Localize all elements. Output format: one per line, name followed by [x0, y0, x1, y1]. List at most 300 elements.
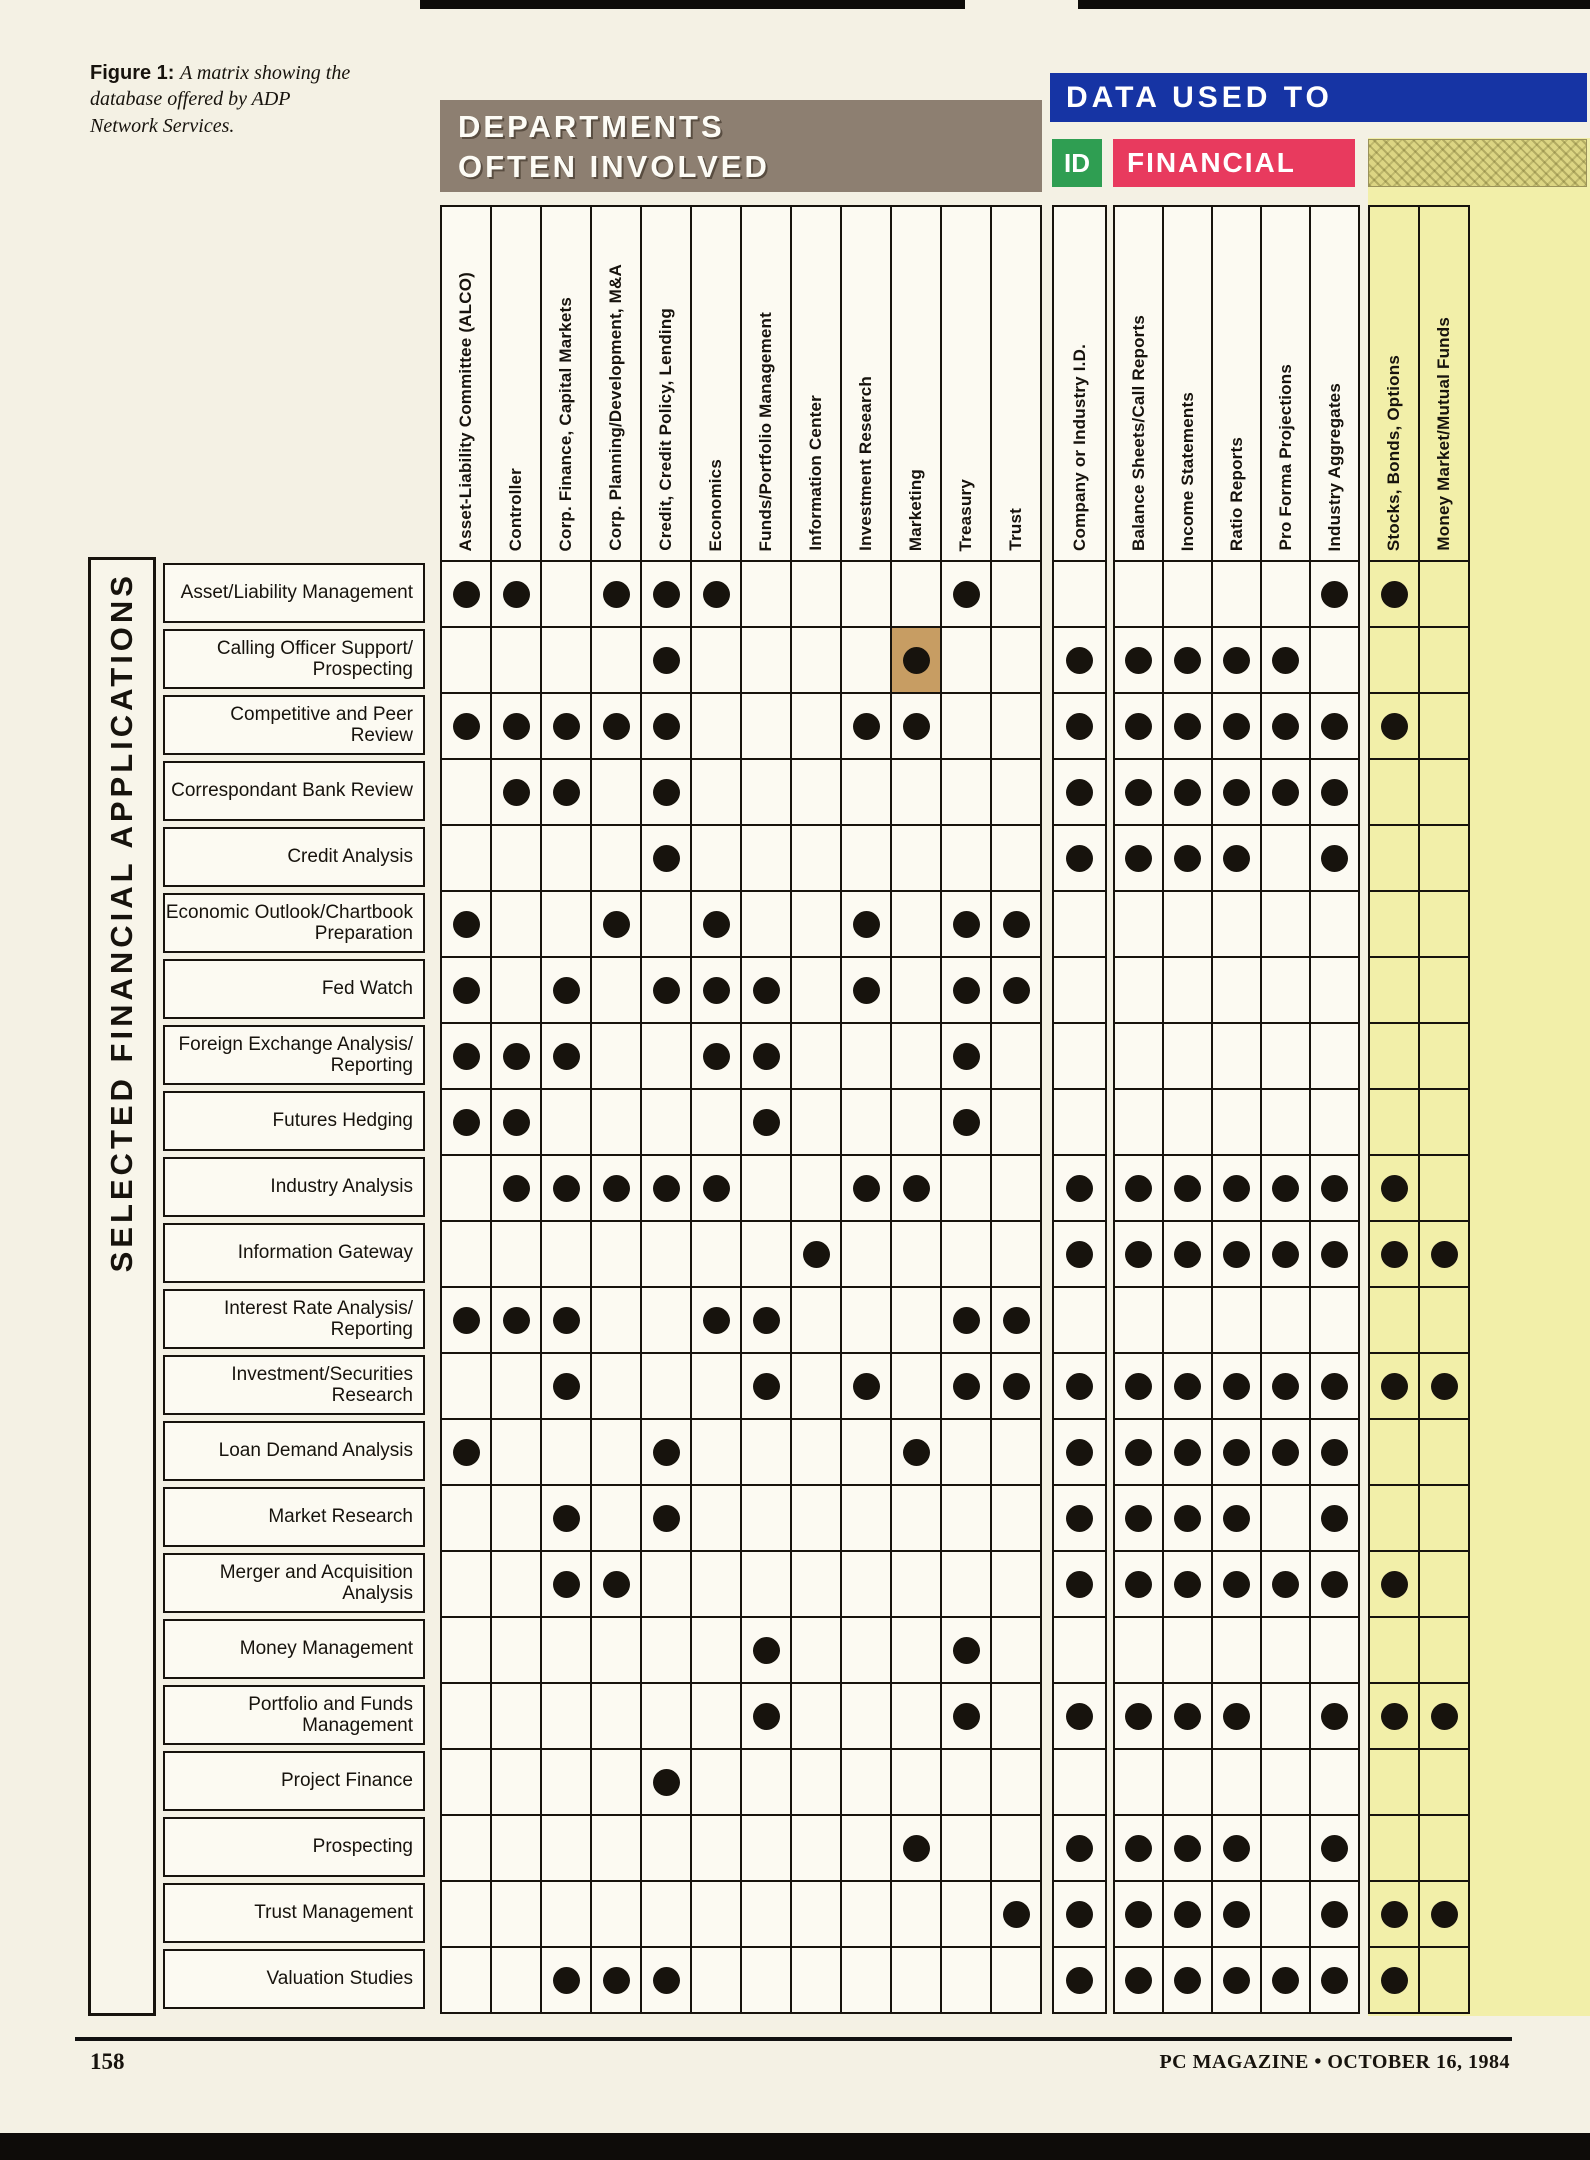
matrix-cell	[740, 1484, 792, 1552]
dot-marker	[653, 713, 680, 740]
row-label	[163, 893, 425, 953]
matrix-cell	[940, 1748, 992, 1816]
matrix-cell	[1052, 1286, 1107, 1354]
column-header-label: Company or Industry I.D.	[1069, 344, 1089, 551]
row-label-text: Futures Hedging	[272, 1110, 413, 1132]
matrix-cell	[440, 824, 492, 892]
matrix-cell	[690, 890, 742, 958]
dot-marker	[1174, 1505, 1201, 1532]
matrix-cell	[1260, 1088, 1311, 1156]
dot-marker	[1174, 1373, 1201, 1400]
matrix-cell	[890, 824, 942, 892]
matrix-cell	[640, 1418, 692, 1486]
dot-marker	[1223, 1835, 1250, 1862]
matrix-cell	[740, 626, 792, 694]
matrix-cell	[890, 1814, 942, 1882]
matrix-cell	[740, 758, 792, 826]
column-header	[890, 205, 942, 562]
matrix-cell	[790, 1880, 842, 1948]
matrix-cell	[840, 1682, 892, 1750]
dot-marker	[1223, 1439, 1250, 1466]
matrix-cell	[740, 1154, 792, 1222]
dot-marker	[903, 1175, 930, 1202]
row-label-text: Credit Analysis	[287, 846, 413, 868]
dot-marker	[1003, 1901, 1030, 1928]
dot-marker	[953, 1109, 980, 1136]
row-axis-box	[88, 557, 156, 2016]
scan-artifact-bar	[420, 0, 965, 9]
matrix-cell	[1162, 692, 1213, 760]
dot-marker	[953, 1703, 980, 1730]
matrix-cell	[1260, 1220, 1311, 1288]
matrix-cell	[1113, 1814, 1164, 1882]
matrix-cell	[840, 1946, 892, 2014]
column-header-label: Stocks, Bonds, Options	[1384, 354, 1403, 551]
matrix-cell	[440, 1352, 492, 1420]
matrix-cell	[1368, 1154, 1420, 1222]
matrix-cell	[690, 626, 742, 694]
dot-marker	[603, 1175, 630, 1202]
dot-marker	[953, 1043, 980, 1070]
dot-marker	[503, 581, 530, 608]
matrix-cell	[1113, 1682, 1164, 1750]
matrix-cell	[1309, 824, 1360, 892]
footer-page-number: 158	[90, 2049, 125, 2074]
matrix-cell	[690, 1418, 742, 1486]
matrix-cell	[1211, 1154, 1262, 1222]
matrix-cell	[540, 1352, 592, 1420]
row-label-text: Merger and Acquisition Analysis	[219, 1561, 413, 1604]
matrix-cell	[740, 1946, 792, 2014]
dot-marker	[1223, 1241, 1250, 1268]
matrix-cell	[890, 1418, 942, 1486]
column-header	[1211, 205, 1262, 562]
matrix-cell	[1052, 1550, 1107, 1618]
dot-marker	[1321, 845, 1348, 872]
matrix-cell	[690, 1286, 742, 1354]
matrix-cell	[1260, 1880, 1311, 1948]
dot-marker	[1003, 1307, 1030, 1334]
matrix-cell	[1162, 560, 1213, 628]
matrix-cell	[790, 758, 842, 826]
matrix-cell	[790, 1748, 842, 1816]
matrix-cell	[690, 1550, 742, 1618]
matrix-cell	[990, 890, 1042, 958]
matrix-cell	[790, 1022, 842, 1090]
matrix-cell	[740, 1814, 792, 1882]
dot-marker	[1223, 1505, 1250, 1532]
dot-marker	[1174, 1703, 1201, 1730]
matrix-cell	[1260, 1418, 1311, 1486]
dot-marker	[1066, 647, 1093, 674]
matrix-cell	[840, 1286, 892, 1354]
dot-marker	[1066, 1175, 1093, 1202]
column-header-label: Industry Aggregates	[1324, 382, 1344, 551]
matrix-cell	[840, 626, 892, 694]
dot-marker	[553, 1967, 580, 1994]
dot-marker	[603, 1571, 630, 1598]
column-header	[740, 205, 792, 562]
column-header-label: Corp. Finance, Capital Markets	[556, 296, 575, 551]
matrix-cell	[1162, 1286, 1213, 1354]
matrix-cell	[1418, 1682, 1470, 1750]
matrix-cell	[640, 626, 692, 694]
matrix-cell	[1113, 692, 1164, 760]
dot-marker	[503, 779, 530, 806]
matrix-cell	[1418, 1616, 1470, 1684]
matrix-cell	[1309, 956, 1360, 1024]
dot-marker	[853, 911, 880, 938]
matrix-cell	[1052, 1616, 1107, 1684]
matrix-cell	[790, 1088, 842, 1156]
matrix-cell	[440, 1682, 492, 1750]
row-label-text: Foreign Exchange Analysis/​Reporting	[178, 1033, 413, 1076]
matrix-cell	[940, 1550, 992, 1618]
matrix-cell	[590, 626, 642, 694]
matrix-cell	[1052, 1814, 1107, 1882]
row-label-text: Economic Outlook/​Chartbook Preparation	[165, 901, 413, 944]
dot-marker	[1125, 1835, 1152, 1862]
dot-marker	[1272, 1967, 1299, 1994]
matrix-cell	[840, 1352, 892, 1420]
dot-marker	[1381, 1241, 1408, 1268]
matrix-cell	[440, 1880, 492, 1948]
matrix-cell	[490, 1022, 542, 1090]
row-label	[163, 1025, 425, 1085]
dot-marker	[603, 1967, 630, 1994]
matrix-cell	[840, 758, 892, 826]
matrix-cell	[540, 1946, 592, 2014]
matrix-cell	[1368, 824, 1420, 892]
column-header	[1162, 205, 1213, 562]
dot-marker	[1125, 1967, 1152, 1994]
matrix-cell	[940, 1616, 992, 1684]
column-header	[1309, 205, 1360, 562]
matrix-cell	[490, 1286, 542, 1354]
dot-marker	[1066, 1901, 1093, 1928]
column-header	[940, 205, 992, 562]
dot-marker	[1174, 845, 1201, 872]
dot-marker	[1223, 1175, 1250, 1202]
dot-marker	[903, 647, 930, 674]
row-label-text: Information Gateway	[237, 1242, 413, 1264]
dot-marker	[903, 1439, 930, 1466]
matrix-cell	[990, 956, 1042, 1024]
row-label-text: Loan Demand Analysis	[218, 1440, 413, 1462]
dot-marker	[1272, 1439, 1299, 1466]
matrix-cell	[1418, 626, 1470, 694]
matrix-cell	[1260, 1682, 1311, 1750]
matrix-cell	[940, 626, 992, 694]
matrix-cell	[890, 758, 942, 826]
matrix-cell	[1211, 1286, 1262, 1354]
dot-marker	[653, 1505, 680, 1532]
matrix-cell	[690, 824, 742, 892]
row-label-text: Competitive and Peer Review	[230, 703, 413, 746]
dot-marker	[1066, 1505, 1093, 1532]
column-header-label: Ratio Reports	[1226, 436, 1246, 551]
matrix-cell	[1368, 1286, 1420, 1354]
matrix-cell	[540, 890, 592, 958]
matrix-cell	[640, 1682, 692, 1750]
matrix-cell	[1309, 560, 1360, 628]
matrix-cell	[1368, 626, 1420, 694]
dot-marker	[553, 1373, 580, 1400]
dot-marker	[453, 713, 480, 740]
matrix-cell	[590, 1154, 642, 1222]
matrix-cell	[440, 890, 492, 958]
row-label	[163, 1883, 425, 1943]
matrix-cell	[840, 1220, 892, 1288]
matrix-cell	[1260, 1946, 1311, 2014]
dot-marker	[1125, 779, 1152, 806]
matrix-cell	[590, 1088, 642, 1156]
row-label-text: Valuation Studies	[266, 1968, 413, 1990]
matrix-cell	[990, 692, 1042, 760]
matrix-cell	[1309, 1022, 1360, 1090]
dot-marker	[1174, 1835, 1201, 1862]
matrix-cell	[1418, 956, 1470, 1024]
matrix-cell	[740, 1880, 792, 1948]
column-header-label: Credit, Credit Policy, Lending	[656, 308, 675, 551]
matrix-cell	[590, 1352, 642, 1420]
matrix-cell	[840, 890, 892, 958]
column-header-label: Economics	[706, 458, 725, 551]
matrix-cell	[1418, 1286, 1470, 1354]
matrix-cell	[1368, 1946, 1420, 2014]
matrix-cell	[540, 956, 592, 1024]
matrix-cell	[1113, 560, 1164, 628]
matrix-cell	[890, 1088, 942, 1156]
matrix-cell	[540, 758, 592, 826]
column-header-label: Corp. Planning/Development, M&A	[606, 264, 625, 551]
matrix-cell	[990, 1286, 1042, 1354]
matrix-cell	[1162, 1220, 1213, 1288]
matrix-cell	[990, 1946, 1042, 2014]
column-header-label: Money Market/Mutual Funds	[1434, 317, 1453, 551]
matrix-cell	[540, 1616, 592, 1684]
dot-marker	[653, 1175, 680, 1202]
matrix-cell	[1309, 1682, 1360, 1750]
matrix-cell	[590, 1484, 642, 1552]
dot-marker	[603, 581, 630, 608]
matrix-cell	[1052, 560, 1107, 628]
dot-marker	[1066, 1373, 1093, 1400]
matrix-cell	[840, 824, 892, 892]
matrix-cell	[990, 1616, 1042, 1684]
dot-marker	[703, 1175, 730, 1202]
matrix-cell	[590, 1616, 642, 1684]
matrix-cell	[1418, 1880, 1470, 1948]
matrix-cell	[740, 692, 792, 760]
dot-marker	[1066, 1967, 1093, 1994]
matrix-cell	[490, 890, 542, 958]
row-label	[163, 1619, 425, 1679]
matrix-cell	[840, 1418, 892, 1486]
matrix-cell	[890, 1484, 942, 1552]
matrix-cell	[490, 956, 542, 1024]
matrix-cell	[590, 1418, 642, 1486]
row-label-text: Calling Officer Support/​Prospecting	[216, 637, 413, 680]
dot-marker	[953, 977, 980, 1004]
dot-marker	[1125, 1901, 1152, 1928]
matrix-cell	[1260, 824, 1311, 892]
matrix-cell	[440, 1748, 492, 1816]
dot-marker	[1223, 845, 1250, 872]
matrix-cell	[1260, 758, 1311, 826]
dot-marker	[1223, 1703, 1250, 1730]
column-header-label: Trust	[1006, 508, 1025, 551]
dot-marker	[1066, 1835, 1093, 1862]
matrix-cell	[1309, 890, 1360, 958]
dot-marker	[553, 1175, 580, 1202]
matrix-cell	[540, 1550, 592, 1618]
matrix-cell	[790, 1286, 842, 1354]
dot-marker	[1125, 1505, 1152, 1532]
matrix-cell	[1211, 626, 1262, 694]
dot-marker	[503, 1109, 530, 1136]
matrix-cell	[1162, 1484, 1213, 1552]
column-header	[590, 205, 642, 562]
dot-marker	[1003, 911, 1030, 938]
row-label-text: Trust Management	[254, 1902, 413, 1924]
matrix-cell	[890, 1616, 942, 1684]
matrix-cell	[1368, 1418, 1420, 1486]
matrix-cell	[540, 1022, 592, 1090]
row-label	[163, 695, 425, 755]
dot-marker	[1381, 1901, 1408, 1928]
dot-marker	[553, 779, 580, 806]
column-header	[690, 205, 742, 562]
dot-marker	[903, 1835, 930, 1862]
matrix-cell	[440, 1418, 492, 1486]
matrix-cell	[790, 692, 842, 760]
matrix-cell	[1309, 692, 1360, 760]
matrix-cell	[840, 1154, 892, 1222]
matrix-cell	[690, 1352, 742, 1420]
row-label-text: Project Finance	[280, 1770, 413, 1792]
matrix-cell	[1368, 692, 1420, 760]
dot-marker	[453, 1439, 480, 1466]
dot-marker	[1174, 779, 1201, 806]
matrix-cell	[890, 1880, 942, 1948]
row-label	[163, 1553, 425, 1613]
dot-marker	[453, 581, 480, 608]
matrix-cell	[1113, 1418, 1164, 1486]
matrix-cell	[1368, 758, 1420, 826]
matrix-cell	[440, 1814, 492, 1882]
matrix-cell	[590, 890, 642, 958]
column-header	[840, 205, 892, 562]
matrix-cell	[490, 824, 542, 892]
dot-marker	[1381, 1571, 1408, 1598]
dot-marker	[1174, 1175, 1201, 1202]
matrix-cell	[1309, 1748, 1360, 1816]
matrix-cell	[440, 1022, 492, 1090]
matrix-cell	[640, 824, 692, 892]
matrix-cell	[1052, 1220, 1107, 1288]
matrix-cell	[1162, 1814, 1213, 1882]
matrix-cell	[990, 1352, 1042, 1420]
dot-marker	[1272, 1241, 1299, 1268]
matrix-cell	[690, 1088, 742, 1156]
dot-marker	[703, 911, 730, 938]
dot-marker	[1174, 713, 1201, 740]
matrix-cell	[1211, 758, 1262, 826]
matrix-cell	[690, 692, 742, 760]
dot-marker	[1321, 1835, 1348, 1862]
matrix-cell	[490, 1682, 542, 1750]
matrix-cell	[1260, 1484, 1311, 1552]
dot-marker	[953, 911, 980, 938]
dot-marker	[1174, 1439, 1201, 1466]
matrix-cell	[440, 1220, 492, 1288]
dot-marker	[1321, 1967, 1348, 1994]
matrix-cell	[1260, 890, 1311, 958]
matrix-cell	[1113, 1616, 1164, 1684]
matrix-cell	[840, 1814, 892, 1882]
matrix-cell	[490, 1616, 542, 1684]
matrix-cell	[440, 1088, 492, 1156]
matrix-cell	[1418, 692, 1470, 760]
matrix-cell	[790, 1220, 842, 1288]
matrix-cell	[740, 956, 792, 1024]
matrix-cell	[1113, 758, 1164, 826]
column-header-label: Funds/Portfolio Management	[756, 311, 775, 551]
matrix-cell	[840, 956, 892, 1024]
matrix-cell	[740, 1418, 792, 1486]
matrix-cell	[740, 1022, 792, 1090]
matrix-cell	[1052, 1748, 1107, 1816]
matrix-cell	[1309, 1088, 1360, 1156]
matrix-cell	[1368, 1352, 1420, 1420]
matrix-cell	[590, 758, 642, 826]
matrix-cell	[1418, 1154, 1470, 1222]
dot-marker	[653, 977, 680, 1004]
matrix-cell	[690, 1484, 742, 1552]
matrix-cell	[490, 692, 542, 760]
dot-marker	[753, 1637, 780, 1664]
matrix-cell	[1368, 956, 1420, 1024]
dot-marker	[1223, 1901, 1250, 1928]
matrix-cell	[990, 1484, 1042, 1552]
dot-marker	[1381, 1703, 1408, 1730]
footer-rule	[75, 2037, 1512, 2041]
row-label	[163, 1421, 425, 1481]
matrix-cell	[890, 1154, 942, 1222]
matrix-cell	[690, 1616, 742, 1684]
matrix-cell	[590, 1814, 642, 1882]
matrix-cell	[490, 1088, 542, 1156]
departments-banner-line1: DEPARTMENTS	[458, 109, 725, 144]
row-label-text: Fed Watch	[321, 978, 413, 1000]
dot-marker	[1066, 713, 1093, 740]
matrix-cell	[540, 1154, 592, 1222]
matrix-cell	[1113, 1946, 1164, 2014]
row-label	[163, 959, 425, 1019]
dot-marker	[753, 1043, 780, 1070]
row-label	[163, 1355, 425, 1415]
matrix-cell	[940, 1484, 992, 1552]
column-header-label: Asset-Liability Committee (ALCO)	[456, 271, 475, 551]
matrix-cell	[590, 1286, 642, 1354]
matrix-cell	[540, 1220, 592, 1288]
matrix-cell	[1052, 1418, 1107, 1486]
matrix-cell	[1260, 956, 1311, 1024]
column-header-label: Treasury	[956, 478, 975, 551]
matrix-cell	[590, 692, 642, 760]
dot-marker	[1223, 647, 1250, 674]
